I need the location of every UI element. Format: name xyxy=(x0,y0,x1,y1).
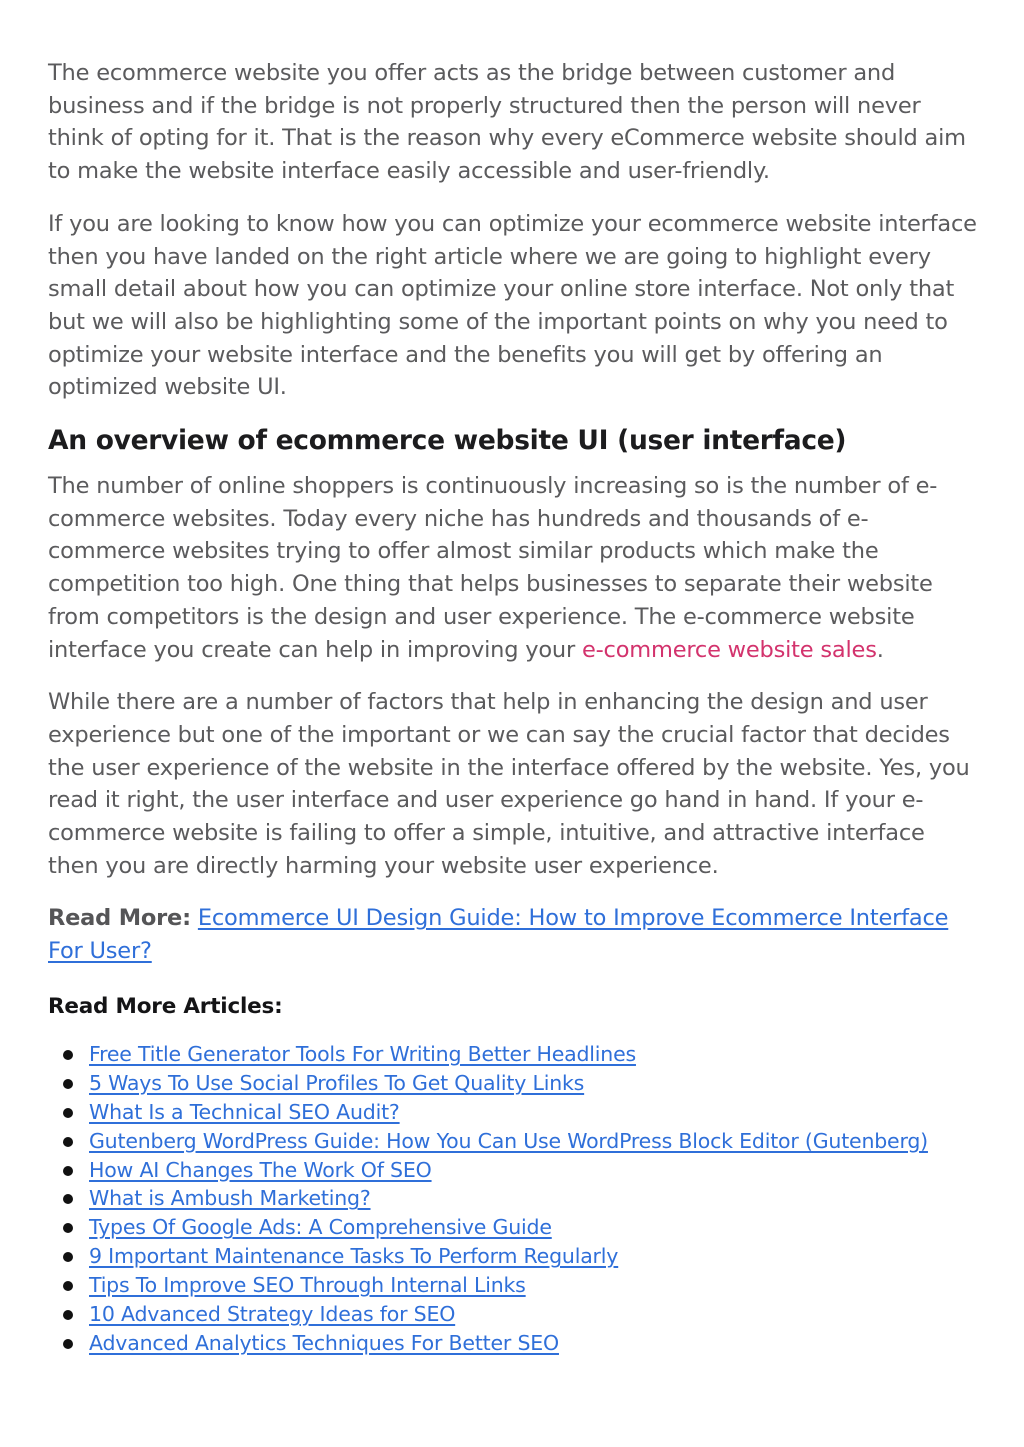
section-paragraph-1 xyxy=(48,470,978,666)
read-more-label: Read More: xyxy=(48,905,191,932)
bullet-icon xyxy=(63,1281,73,1291)
list-item xyxy=(62,1184,978,1213)
bullet-icon xyxy=(63,1194,73,1204)
intro-paragraph-2: If you are looking to know how you can optimize your ecommerce website interface then you have landed on the right article where we are going to highlight every small detail about how you can optimize your online store interface. Not only that but we will also be highlighting some of the important points on why you need to optimize your website interface and the benefits you will get by offering an optimized website UI. xyxy=(48,210,977,401)
article-link[interactable]: How AI Changes The Work Of SEO xyxy=(89,1157,432,1182)
articles-title: Read More Articles: xyxy=(48,993,283,1019)
list-item xyxy=(62,1127,978,1156)
list-item xyxy=(62,1156,978,1185)
article-link[interactable]: 5 Ways To Use Social Profiles To Get Quality Links xyxy=(89,1070,585,1095)
read-more-link[interactable]: Ecommerce UI Design Guide: How to Improve Ecommerce Interface For User? xyxy=(48,905,949,965)
list-item xyxy=(62,1271,978,1300)
article-link[interactable]: 10 Advanced Strategy Ideas for SEO xyxy=(89,1302,456,1327)
list-item xyxy=(62,1300,978,1329)
section-paragraph-1-end: . xyxy=(876,636,884,663)
bullet-icon xyxy=(63,1137,73,1147)
list-item xyxy=(62,1040,978,1069)
article-link[interactable]: Free Title Generator Tools For Writing Better Headlines xyxy=(89,1041,636,1066)
article-link[interactable]: 9 Important Maintenance Tasks To Perform Regularly xyxy=(89,1244,619,1269)
article-link[interactable]: Advanced Analytics Techniques For Better SEO xyxy=(89,1330,559,1355)
section-heading: An overview of ecommerce website UI (user interface) xyxy=(48,425,847,457)
bullet-icon xyxy=(63,1108,73,1118)
bullet-icon xyxy=(63,1223,73,1233)
bullet-icon xyxy=(63,1079,73,1089)
bullet-icon xyxy=(63,1166,73,1176)
list-item xyxy=(62,1242,978,1271)
articles-list xyxy=(48,1040,978,1358)
intro-paragraph-1: The ecommerce website you offer acts as the bridge between customer and business and if the bridge is not properly structured then the person will never think of opting for it. That is the reason why every eCommerce website should aim to make the website interface easily accessible and user-friendly. xyxy=(48,60,966,185)
list-item xyxy=(62,1329,978,1358)
section-paragraph-2: While there are a number of factors that help in enhancing the design and user experience but one of the important or we can say the crucial factor that decides the user experience of the website in the interface offered by the website. Yes, you read it right, the user interface and user experience go hand in hand. If your e-commerce website is failing to offer a simple, intuitive, and attractive interface then you are directly harming your website user experience. xyxy=(48,689,970,879)
bullet-icon xyxy=(63,1252,73,1262)
list-item xyxy=(62,1069,978,1098)
article-link[interactable]: Types Of Google Ads: A Comprehensive Guide xyxy=(89,1215,552,1240)
section-paragraph-1-text: The number of online shoppers is continuously increasing so is the number of e-commerce websites. Today every niche has hundreds and thousands of e-commerce websites trying to offer almost similar products which make the competition too high. One thing that helps businesses to separate their website from competitors is the design and user experience. The e-commerce website interface you create can help in improving your xyxy=(48,473,938,663)
ecommerce-sales-link[interactable]: e-commerce website sales xyxy=(581,636,877,663)
list-item xyxy=(62,1098,978,1127)
list-item xyxy=(62,1213,978,1242)
bullet-icon xyxy=(63,1339,73,1349)
article-link[interactable]: Gutenberg WordPress Guide: How You Can Use WordPress Block Editor (Gutenberg) xyxy=(89,1128,928,1153)
read-more-line xyxy=(48,902,978,967)
article-link[interactable]: Tips To Improve SEO Through Internal Links xyxy=(89,1273,526,1298)
bullet-icon xyxy=(63,1310,73,1320)
article-link[interactable]: What is Ambush Marketing? xyxy=(89,1186,371,1211)
bullet-icon xyxy=(63,1050,73,1060)
article-link[interactable]: What Is a Technical SEO Audit? xyxy=(89,1099,400,1124)
